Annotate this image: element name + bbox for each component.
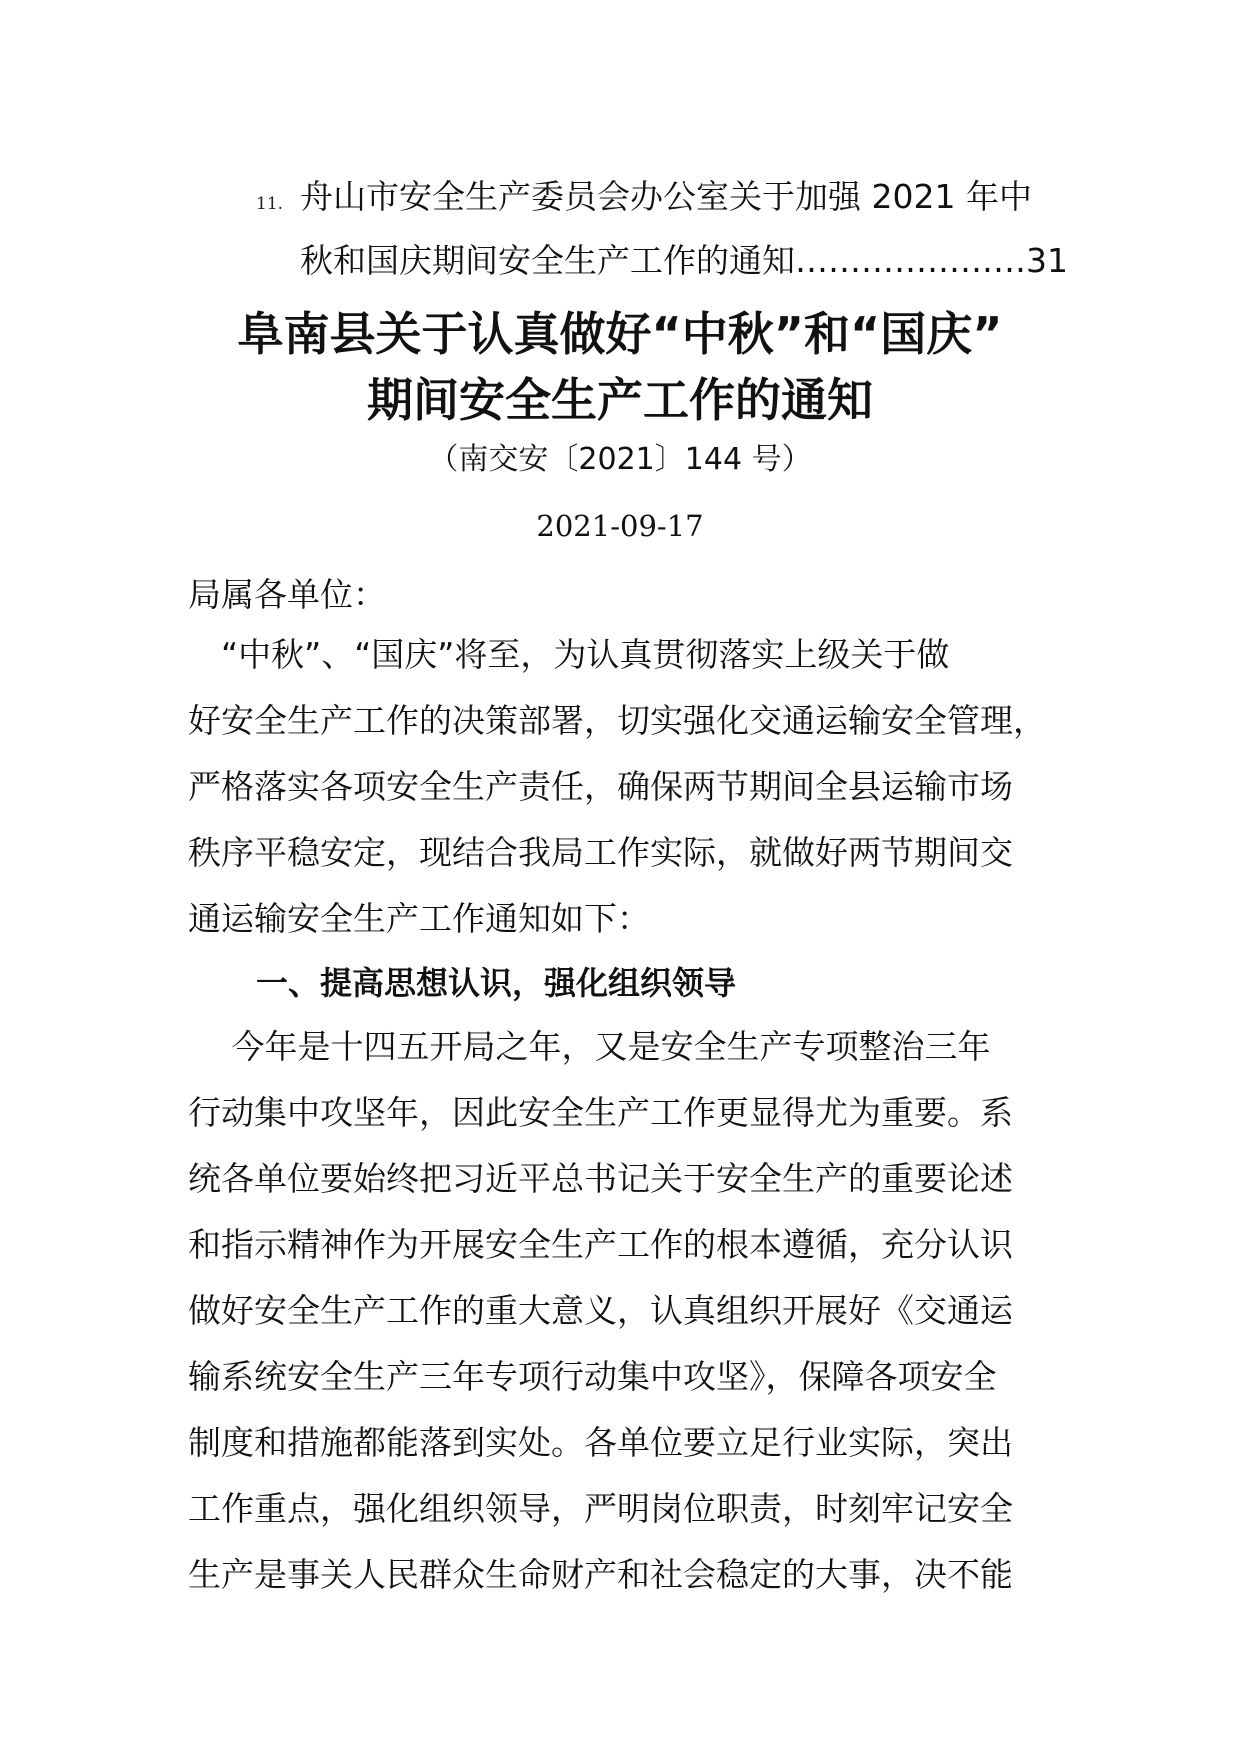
toc-entry-number: 11. (256, 194, 284, 214)
section-1-line: 生产是事关人民群众生命财产和社会稳定的大事，决不能 (188, 1555, 1013, 1594)
section-1-line: 做好安全生产工作的重大意义，认真组织开展好《交通运 (188, 1291, 1013, 1330)
intro-line: 严格落实各项安全生产责任，确保两节期间全县运输市场 (188, 767, 1013, 806)
intro-line: 通运输安全生产工作通知如下： (188, 899, 650, 938)
document-number: （南交安〔2021〕144 号） (428, 442, 812, 477)
section-1-line: 输系统安全生产三年专项行动集中攻坚》，保障各项安全 (188, 1357, 997, 1396)
document-title-line-1: 阜南县关于认真做好“中秋”和“国庆” (237, 307, 1003, 361)
intro-line: 秩序平稳安定，现结合我局工作实际，就做好两节期间交 (188, 833, 1013, 872)
section-1-line: 统各单位要始终把习近平总书记关于安全生产的重要论述 (188, 1159, 1013, 1198)
intro-line: 好安全生产工作的决策部署，切实强化交通运输安全管理， (188, 701, 1046, 740)
toc-entry-title-line-1: 舟山市安全生产委员会办公室关于加强 2021 年中 (300, 177, 1032, 216)
toc-entry-title-line-2: 秋和国庆期间安全生产工作的通知…………………31 (300, 241, 1068, 280)
document-date: 2021-09-17 (536, 509, 704, 543)
section-1-line: 今年是十四五开局之年，又是安全生产专项整治三年 (188, 1027, 991, 1066)
intro-line: “中秋”、“国庆”将至，为认真贯彻落实上级关于做 (188, 635, 950, 674)
section-1-line: 和指示精神作为开展安全生产工作的根本遵循，充分认识 (188, 1225, 1013, 1264)
section-1-line: 工作重点，强化组织领导，严明岗位职责，时刻牢记安全 (188, 1489, 1013, 1528)
section-1-heading: 一、提高思想认识，强化组织领导 (256, 964, 737, 1002)
salutation: 局属各单位： (188, 575, 386, 614)
document-title-line-2: 期间安全生产工作的通知 (367, 373, 873, 427)
section-1-line: 制度和措施都能落到实处。各单位要立足行业实际，突出 (188, 1423, 1013, 1462)
section-1-line: 行动集中攻坚年，因此安全生产工作更显得尤为重要。系 (188, 1093, 1013, 1132)
